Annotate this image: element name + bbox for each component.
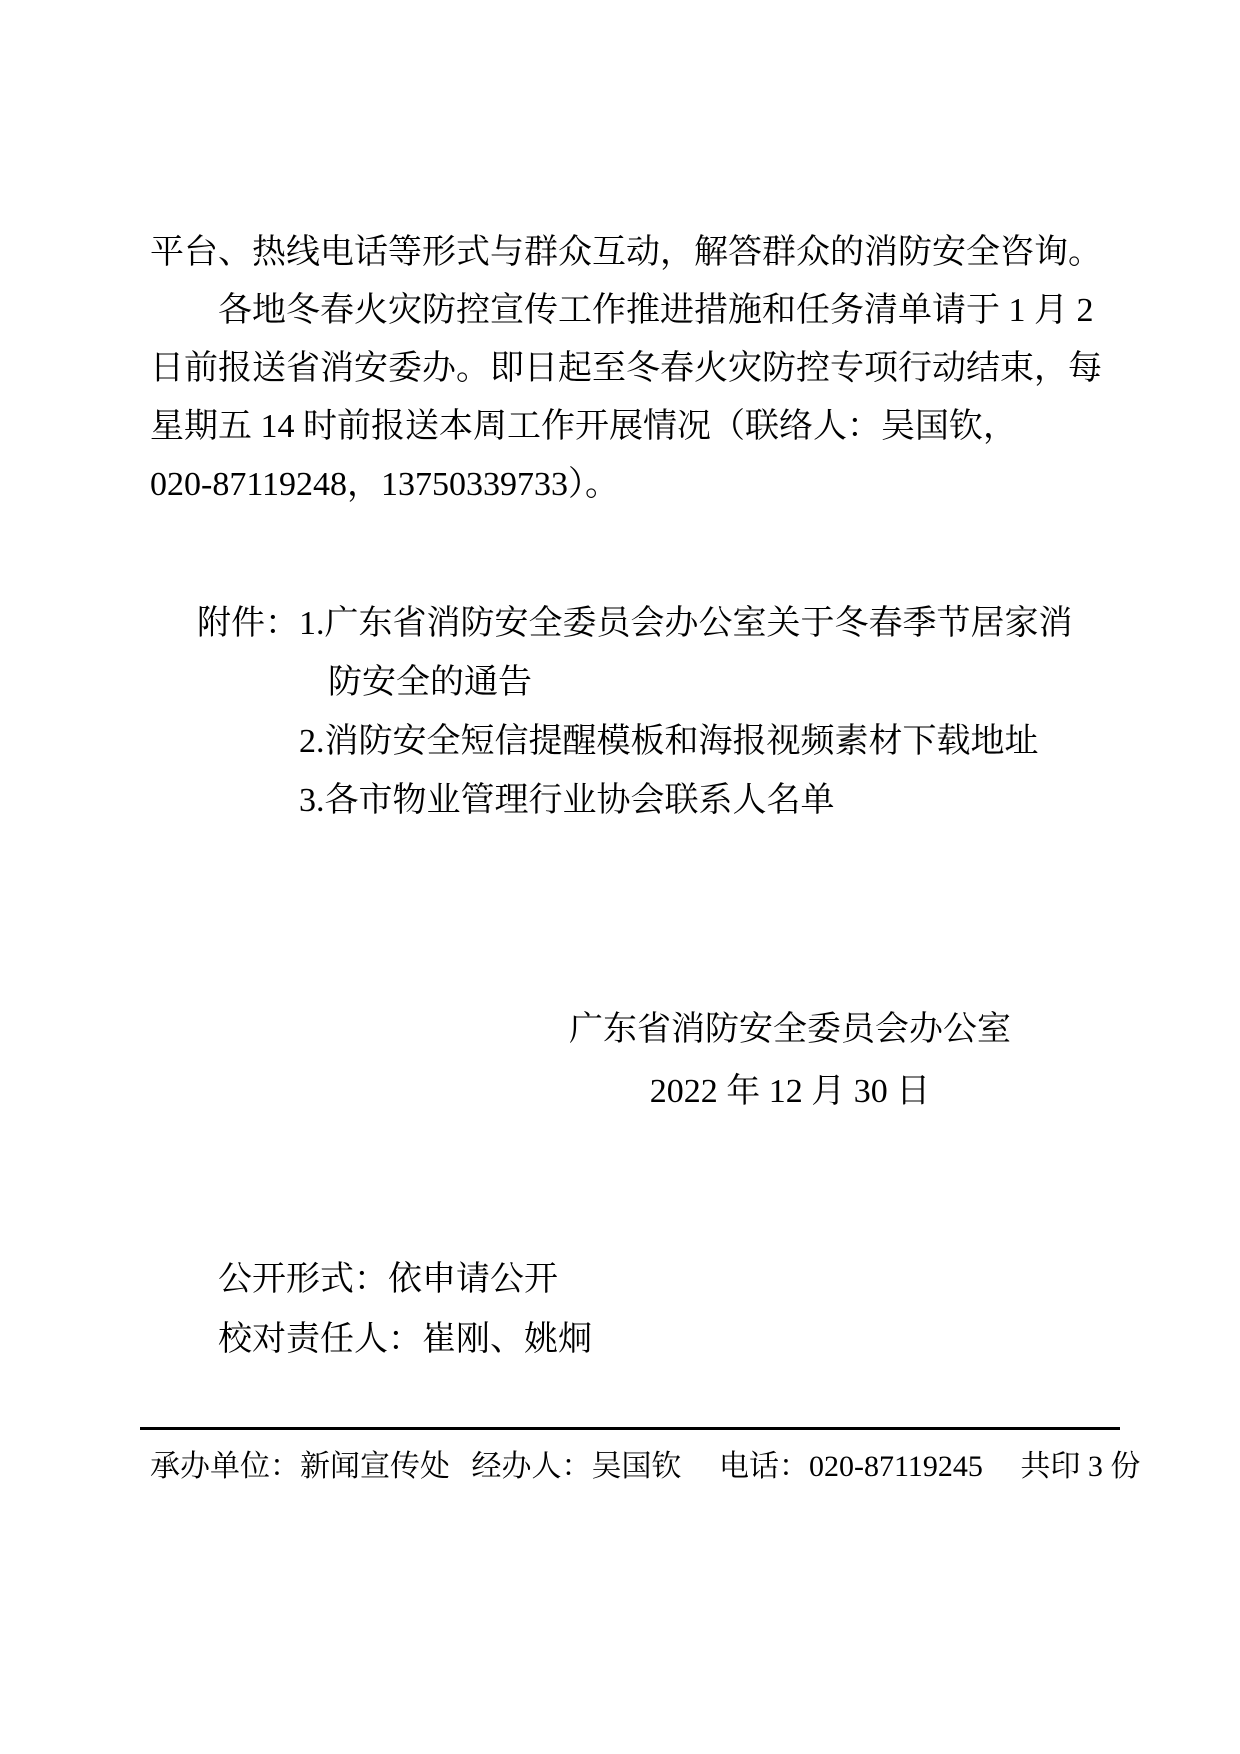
footer-line (150, 1448, 1140, 1486)
attachment-list (299, 594, 1073, 830)
footer-copies: 共印 3 份 (1020, 1450, 1141, 1483)
disclosure-form: 公开形式：依申请公开 (218, 1261, 558, 1298)
signature-block (440, 999, 1140, 1123)
body-line: 平台、热线电话等形式与群众互动，解答群众的消防安全咨询。 (150, 234, 1102, 271)
attachment-line: 2.消防安全短信提醒模板和海报视频素材下载地址 (299, 723, 1039, 760)
signature-org: 广东省消防安全委员会办公室 (569, 1011, 1011, 1048)
footer-divider (140, 1427, 1120, 1430)
footer-handler: 经办人：吴国钦 (471, 1450, 682, 1483)
signature-date: 2022 年 12 月 30 日 (649, 1073, 931, 1110)
disclosure-block (218, 1250, 592, 1370)
attachment-line: 防安全的通告 (328, 664, 532, 701)
attachment-label: 附件： (197, 605, 299, 642)
attachment-line: 1.广东省消防安全委员会办公室关于冬春季节居家消 (299, 605, 1073, 642)
footer-phone-label: 电话： (719, 1450, 809, 1483)
attachment-block (197, 594, 1073, 830)
footer-organizer: 承办单位：新闻宣传处 (150, 1450, 450, 1483)
body-line: 各地冬春火灾防控宣传工作推进措施和任务清单请于 1 月 2 (218, 292, 1094, 329)
body-line: 星期五 14 时前报送本周工作开展情况（联络人：吴国钦， (150, 408, 1017, 445)
body-line: 020-87119248，13750339733）。 (150, 466, 620, 503)
attachment-line: 3.各市物业管理行业协会联系人名单 (299, 782, 835, 819)
footer-phone-number: 020-87119245 (809, 1450, 983, 1483)
body-paragraphs (150, 224, 1110, 514)
disclosure-reviewers: 校对责任人：崔刚、姚炯 (218, 1321, 592, 1358)
body-line: 日前报送省消安委办。即日起至冬春火灾防控专项行动结束，每 (150, 350, 1102, 387)
